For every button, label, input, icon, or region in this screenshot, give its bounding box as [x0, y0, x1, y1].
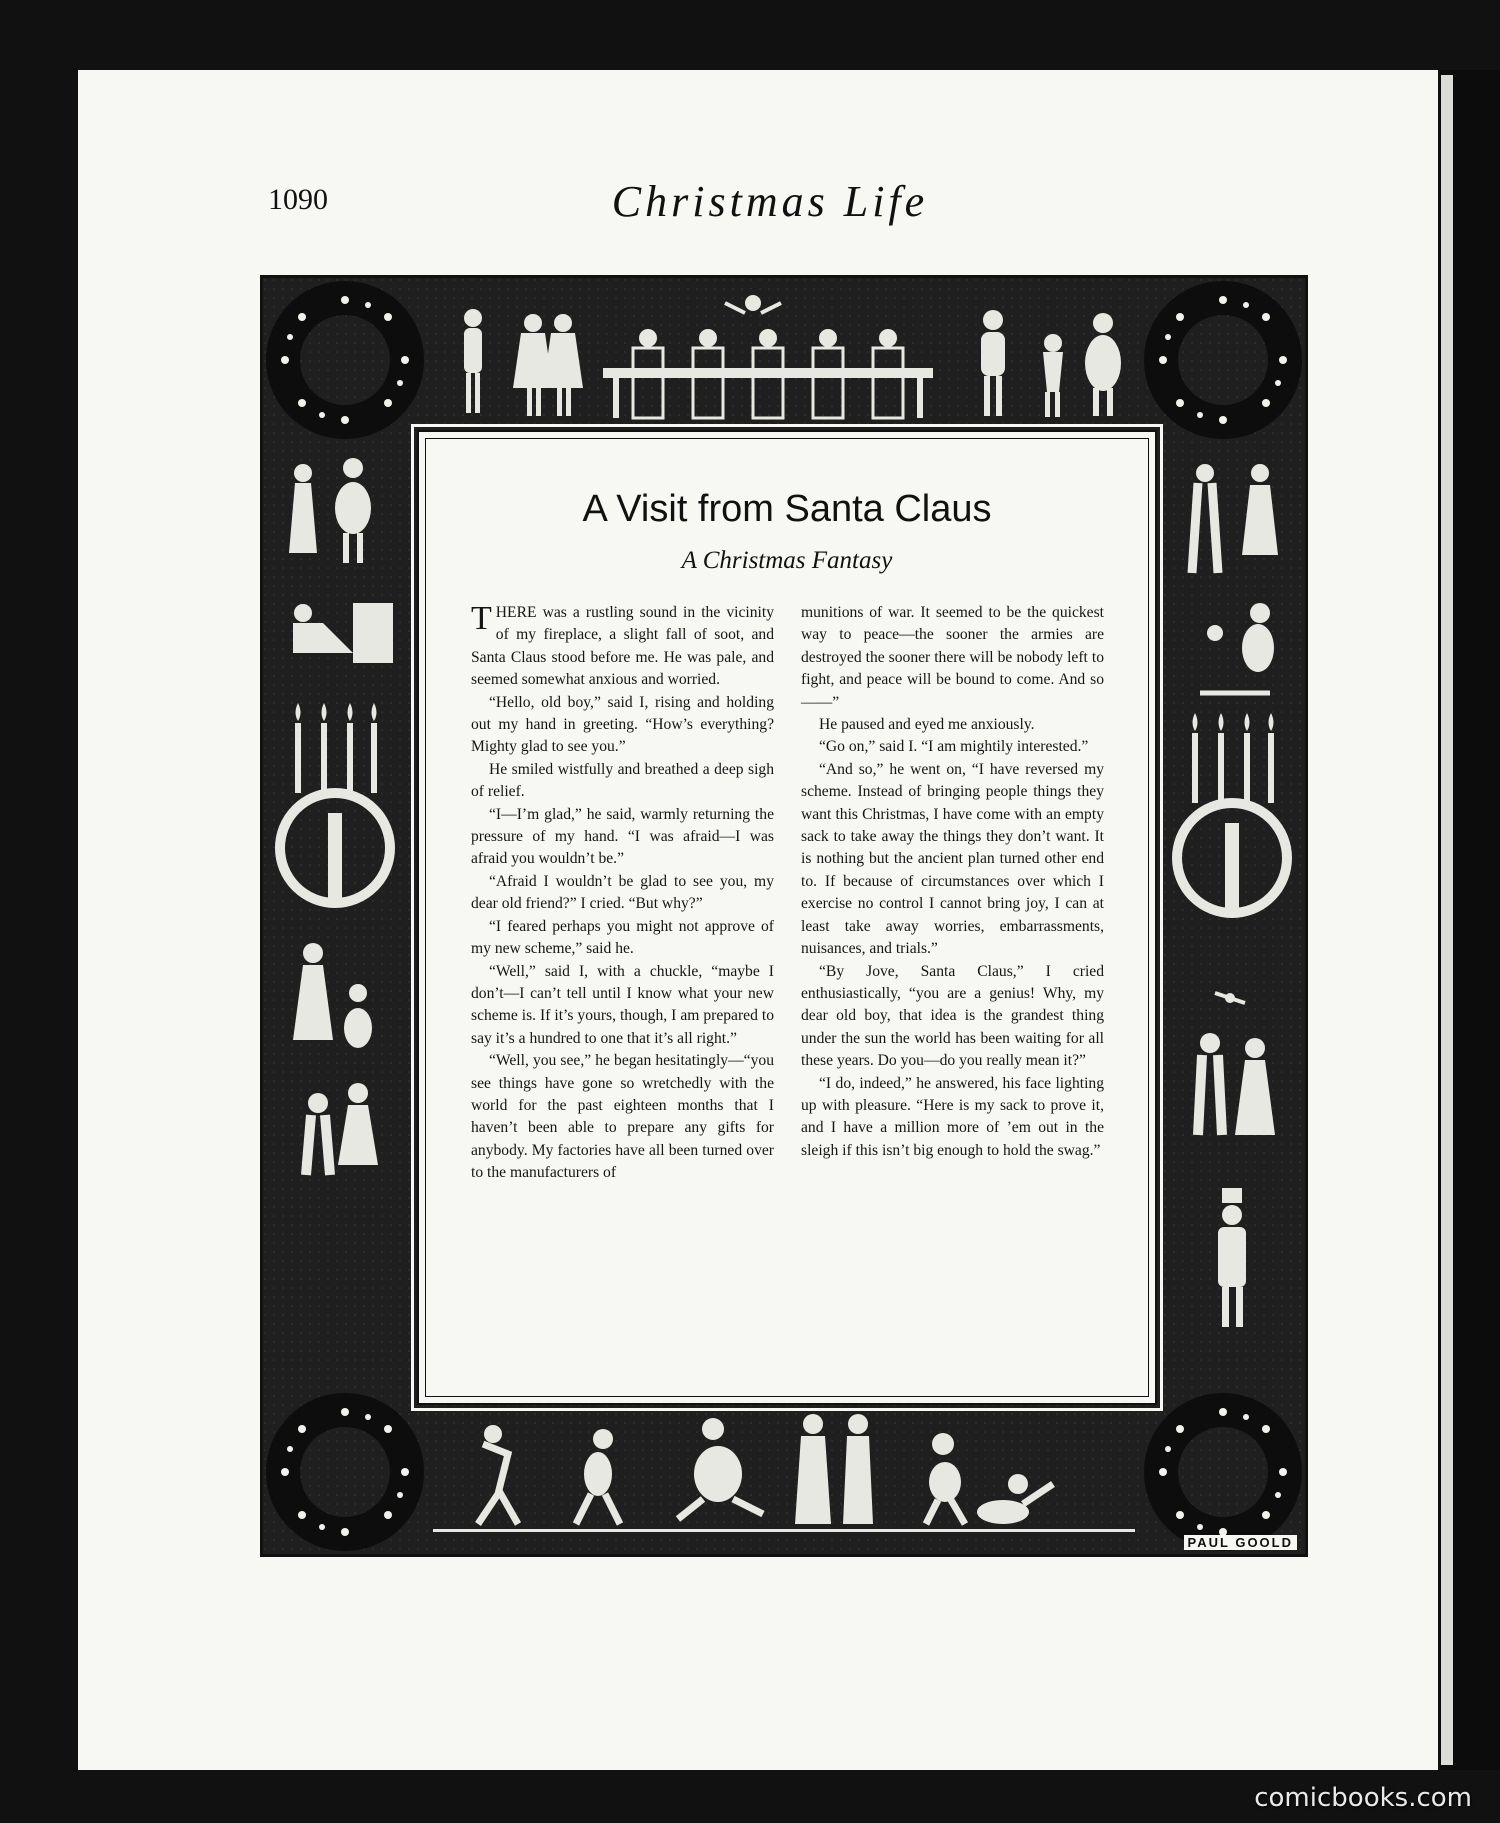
wreath-icon [260, 1387, 430, 1557]
article-paragraph: “Go on,” said I. “I am mightily interested.” [819, 738, 1089, 756]
wreath-icon [1138, 1387, 1308, 1557]
illustrator-credit: PAUL GOOLD [1184, 1535, 1297, 1550]
wreath-icon [1138, 275, 1308, 445]
skater-figure [926, 1433, 965, 1524]
dancer-figure [1192, 464, 1278, 573]
article-column-right [801, 602, 1104, 1185]
article-paragraph: “Well, you see,” he began hesitatingly—“you see things have gone so wretchedly with the world for the past eighteen months that I haven’t been able to prepare any gifts for anybody. My factories have all been turned over to the manufacturers of [471, 1052, 774, 1182]
dinner-guest-figure [543, 314, 583, 416]
article-paragraph: “By Jove, Santa Claus,” I cried enthusiastically, “you are a genius! Why, my dear old boy, that idea is the grandest thing under the sun the world has been waiting for all these years. Do you—do you really mean it?” [801, 962, 1104, 1070]
article-paragraph: “I do, indeed,” he answered, his face lighting up with pleasure. “Here is my sack to prove it, and I have a million more of ’em out in the sleigh if this isn’t big enough to hold the swag.” [801, 1074, 1104, 1159]
article-columns [471, 602, 1104, 1185]
couple-figure [1198, 1033, 1275, 1135]
couple-figure [293, 943, 372, 1048]
site-watermark: comicbooks.com [1254, 1783, 1472, 1813]
article-column-left [471, 602, 774, 1185]
couple-figure [289, 458, 371, 563]
skater-figure [478, 1425, 518, 1524]
article-paragraph: He smiled wistfully and breathed a deep sigh of relief. [471, 760, 774, 801]
article-paragraph: “Hello, old boy,” said I, rising and holding out my hand in greeting. “How’s everything? Mighty glad to see you.” [471, 693, 774, 756]
candelabra-icon [1177, 713, 1287, 913]
article-paragraph: “Well,” said I, with a chuckle, “maybe I don’t—I can’t tell until I know what your new scheme is. If it’s yours, though, I am prepared to say it’s a hundred to one that it’s all right.” [471, 962, 774, 1047]
wreath-icon [260, 275, 430, 445]
dinner-guest-figure [981, 310, 1005, 416]
dinner-table [603, 295, 933, 418]
caroler-figure [843, 1414, 873, 1524]
fireside-figure [293, 603, 393, 663]
article-paragraph: “And so,” he went on, “I have reversed my scheme. Instead of bringing people things they want this Christmas, I have come with an empty sack to take away the things they don’t want. It is nothing but the ancient plan turned other end to. If because of circumstances over which I exercise no control I cannot bring joy, I can at least take away worries, embarrassments, nuisances, and trials.” [801, 760, 1104, 958]
gentleman-figure [1218, 1188, 1246, 1327]
candelabra-icon [280, 703, 390, 903]
article-title: A Visit from Santa Claus [582, 488, 992, 530]
article-paragraph: munitions of war. It seemed to be the quickest way to peace—the sooner the armies are destroyed the sooner there will be nobody left to fight, and peace will be bound to come. And so——” [801, 604, 1104, 711]
skater-figure [576, 1429, 620, 1524]
page-number: 1090 [268, 183, 328, 216]
snowman-figure [678, 1418, 763, 1519]
article-paragraph: THERE was a rustling sound in the vicinity of my fireplace, a slight fall of soot, and Santa Claus stood before me. He was pale, and seemed somewhat anxious and worried. [471, 600, 774, 689]
dinner-guest-figure [1085, 313, 1121, 416]
running-head: Christmas Life [611, 177, 929, 226]
article-paragraph: “I—I’m glad,” he said, warmly returning the pressure of my hand. “I was afraid—I was afraid you wouldn’t be.” [471, 805, 774, 868]
article-subtitle: A Christmas Fantasy [681, 547, 893, 574]
drop-cap: T [471, 600, 492, 637]
fallen-skater-figure [977, 1474, 1053, 1524]
article-paragraph: He paused and eyed me anxiously. [819, 716, 1035, 734]
left-band-illustration [273, 453, 398, 1383]
couple-figure [306, 1083, 378, 1175]
article-paragraph: “I feared perhaps you might not approve of my new scheme,” said he. [471, 917, 774, 958]
mistletoe-icon [1215, 993, 1245, 1003]
bottom-band-illustration [433, 1404, 1135, 1544]
right-band-illustration [1170, 453, 1295, 1383]
article-paragraph: “Afraid I wouldn’t be glad to see you, my dear old friend?” I cried. “But why?” [471, 872, 774, 913]
top-band-illustration [433, 288, 1135, 428]
illustrated-frame [260, 275, 1308, 1557]
caroler-figure [795, 1414, 831, 1524]
adjacent-page-strip [1441, 75, 1453, 1765]
dinner-guest-figure [1043, 334, 1063, 417]
dinner-guest-figure [464, 309, 482, 413]
sled-figure [1200, 603, 1274, 693]
article-panel [417, 430, 1157, 1405]
